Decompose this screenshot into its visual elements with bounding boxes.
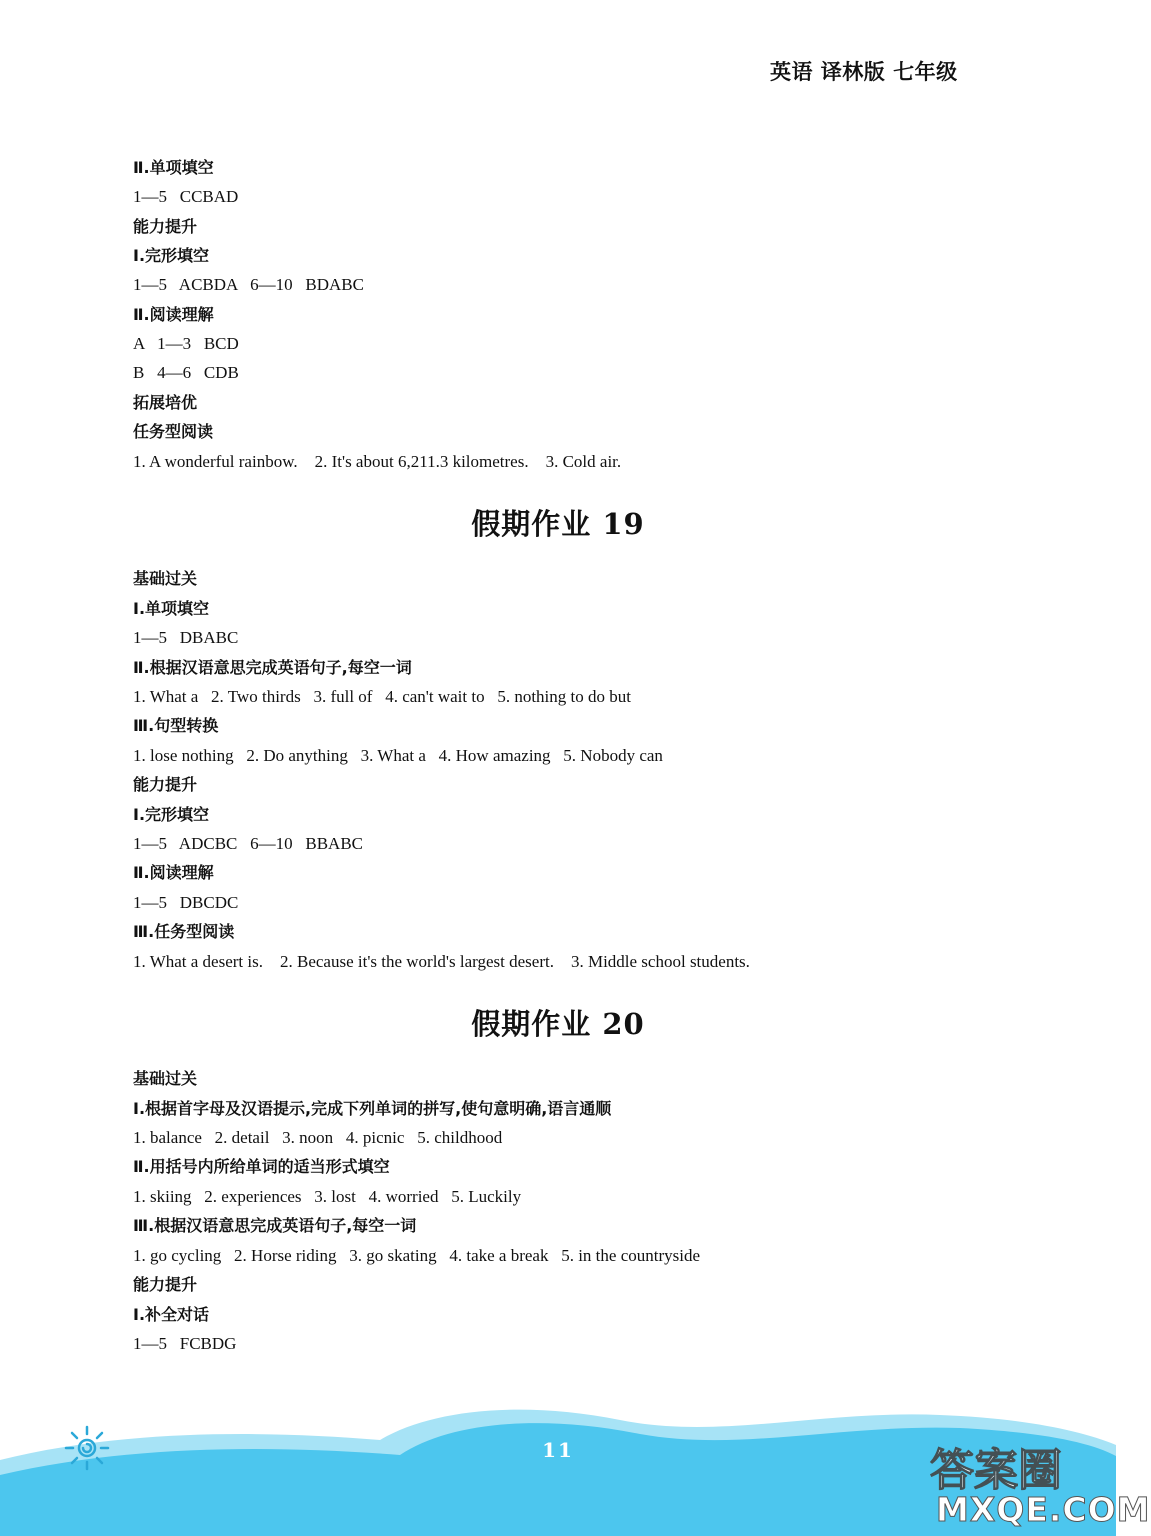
- section-19-line: 1. What a desert is. 2. Because it's the world's largest desert. 3. Middle school students.: [133, 952, 750, 971]
- section-19-title: 假期作业 19: [471, 507, 645, 541]
- section-20-title: 假期作业 20: [471, 1007, 645, 1041]
- section-19-line: Ⅰ.完形填空: [133, 805, 210, 824]
- section-prev-line: 1. A wonderful rainbow. 2. It's about 6,211.3 kilometres. 3. Cold air.: [133, 452, 622, 471]
- section-20-line: 1. balance 2. detail 3. noon 4. picnic 5. childhood: [133, 1128, 503, 1147]
- section-19-line: 能力提升: [133, 775, 198, 794]
- watermark: [930, 1432, 1151, 1532]
- section-20-line: Ⅰ.补全对话: [133, 1305, 210, 1324]
- section-19-line: Ⅱ.阅读理解: [133, 863, 214, 882]
- section-19-line: 基础过关: [133, 569, 198, 588]
- section-19-line: Ⅱ.根据汉语意思完成英语句子,每空一词: [133, 658, 412, 677]
- section-19-line: Ⅰ.单项填空: [133, 599, 210, 618]
- section-prev-line: 能力提升: [133, 217, 198, 236]
- section-prev-line: 1—5 CCBAD: [133, 187, 239, 206]
- section-20-line: 基础过关: [133, 1069, 198, 1088]
- section-20-line: Ⅲ.根据汉语意思完成英语句子,每空一词: [133, 1216, 417, 1235]
- section-19-line: Ⅲ.任务型阅读: [133, 922, 235, 941]
- section-prev-line: Ⅱ.单项填空: [133, 158, 214, 177]
- section-20-line: 1. skiing 2. experiences 3. lost 4. worried 5. Luckily: [133, 1187, 522, 1206]
- section-19-line: 1—5 ADCBC 6—10 BBABC: [133, 834, 364, 853]
- section-19-line: 1. lose nothing 2. Do anything 3. What a 4. How amazing 5. Nobody can: [133, 746, 663, 765]
- section-20-line: 1—5 FCBDG: [133, 1334, 237, 1353]
- watermark-logo: 答案圈: [930, 1445, 1062, 1496]
- section-20-line: 1. go cycling 2. Horse riding 3. go skating 4. take a break 5. in the countryside: [133, 1246, 701, 1265]
- section-prev-line: 任务型阅读: [133, 422, 214, 441]
- section-19-line: 1—5 DBABC: [133, 628, 239, 647]
- book-header: 英语 译林版 七年级: [770, 60, 958, 84]
- page-number: 11: [542, 1438, 574, 1462]
- section-19-line: 1. What a 2. Two thirds 3. full of 4. can't wait to 5. nothing to do but: [133, 687, 631, 706]
- section-prev-line: 拓展培优: [133, 393, 198, 412]
- section-prev-line: Ⅰ.完形填空: [133, 246, 210, 265]
- section-19-line: 1—5 DBCDC: [133, 893, 239, 912]
- section-prev-line: B 4—6 CDB: [133, 363, 239, 382]
- watermark-url: MXQE.COM: [936, 1490, 1151, 1529]
- section-20-line: Ⅰ.根据首字母及汉语提示,完成下列单词的拼写,使句意明确,语言通顺: [133, 1099, 612, 1118]
- section-prev-line: 1—5 ACBDA 6—10 BDABC: [133, 275, 364, 294]
- section-20-line: Ⅱ.用括号内所给单词的适当形式填空: [133, 1157, 390, 1176]
- section-19-line: Ⅲ.句型转换: [133, 716, 219, 735]
- section-20-line: 能力提升: [133, 1275, 198, 1294]
- section-prev-line: A 1—3 BCD: [133, 334, 239, 353]
- section-prev-line: Ⅱ.阅读理解: [133, 305, 214, 324]
